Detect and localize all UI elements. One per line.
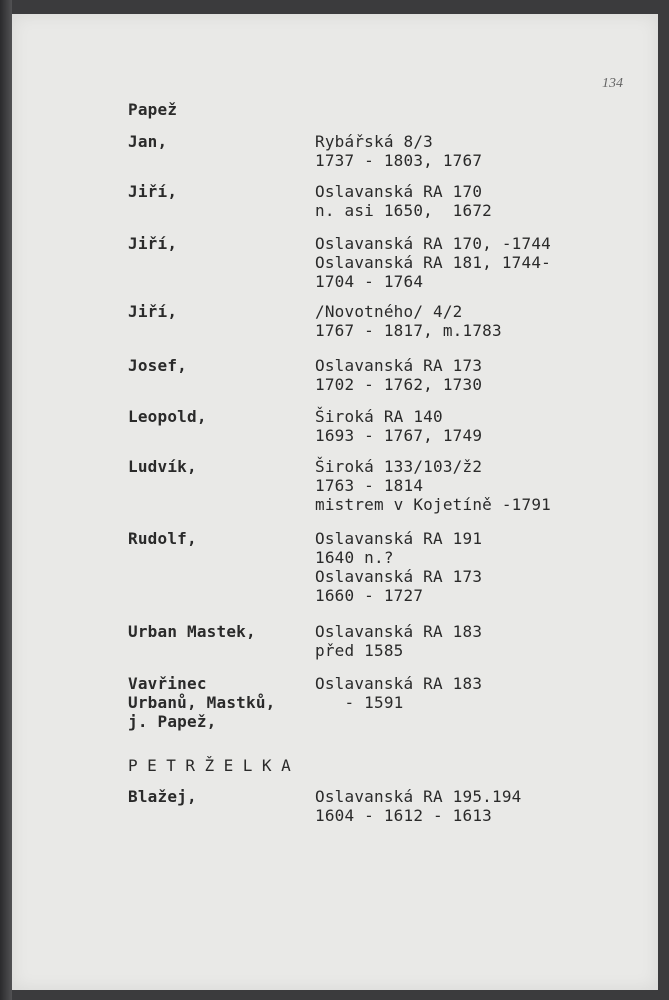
entry-details: Oslavanská RA 170 n. asi 1650, 1672 (315, 182, 492, 220)
page-edge (0, 0, 12, 1000)
entry-details: Oslavanská RA 183 před 1585 (315, 622, 483, 660)
folio-number: 134 (602, 76, 623, 91)
entry-name: Leopold, (128, 407, 207, 426)
document-page (12, 14, 658, 990)
entry-name: Vavřinec Urbanů, Mastků, j. Papež, (128, 674, 276, 731)
entry-details: Oslavanská RA 170, -1744 Oslavanská RA 181, 1744- 1704 - 1764 (315, 234, 551, 291)
entry-name: Josef, (128, 356, 187, 375)
entry-name: Ludvík, (128, 457, 197, 476)
entry-details: /Novotného/ 4/2 1767 - 1817, m.1783 (315, 302, 502, 340)
entry-name: Jiří, (128, 234, 178, 253)
entry-details: Oslavanská RA 191 1640 n.? Oslavanská RA 173 1660 - 1727 (315, 529, 483, 605)
entry-details: Široká RA 140 1693 - 1767, 1749 (315, 407, 483, 445)
entry-name: Jiří, (128, 182, 178, 201)
entry-name: Jiří, (128, 302, 178, 321)
entry-details: Oslavanská RA 195.194 1604 - 1612 - 1613 (315, 787, 522, 825)
entry-details: Oslavanská RA 173 1702 - 1762, 1730 (315, 356, 483, 394)
entry-name: Rudolf, (128, 529, 197, 548)
entry-name: Blažej, (128, 787, 197, 806)
entry-details: Oslavanská RA 183 - 1591 (315, 674, 483, 712)
surname-heading: Papež (128, 100, 178, 119)
entry-details: Široká 133/103/ž2 1763 - 1814 mistrem v Kojetíně -1791 (315, 457, 551, 514)
entry-name: Urban Mastek, (128, 622, 256, 641)
entry-name: Jan, (128, 132, 168, 151)
section-heading: PETRŽELKA (128, 756, 301, 775)
entry-details: Rybářská 8/3 1737 - 1803, 1767 (315, 132, 483, 170)
